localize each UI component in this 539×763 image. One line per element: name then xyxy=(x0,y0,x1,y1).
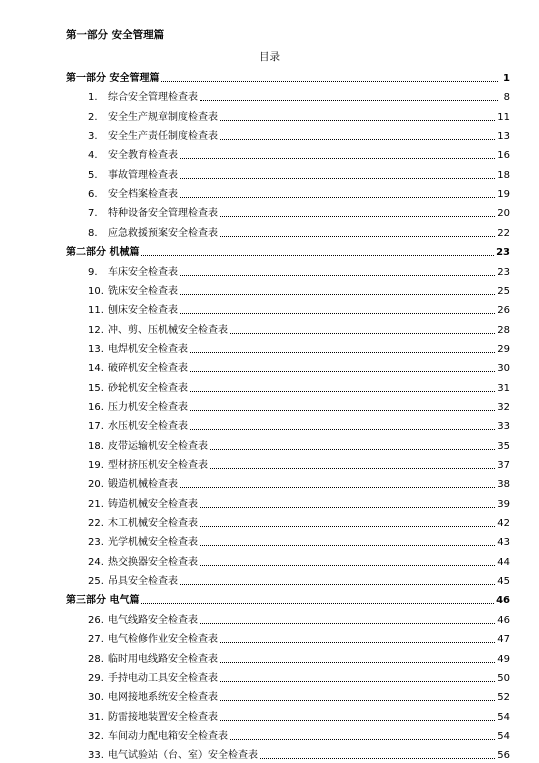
toc-entry-label: 吊具安全检查表 xyxy=(108,576,178,588)
toc-entry-number: 5. xyxy=(88,169,98,181)
toc-entry[interactable] xyxy=(88,201,510,220)
toc-entry-page-number: 49 xyxy=(497,653,510,665)
toc-entry-number: 27. xyxy=(88,634,104,646)
toc-entry-page-number: 56 xyxy=(497,750,510,762)
toc-entry-page-number: 33 xyxy=(497,421,510,433)
dot-leader xyxy=(190,352,495,353)
toc-entry-label: 安全生产责任制度检查表 xyxy=(108,131,218,143)
toc-entry[interactable] xyxy=(88,260,510,279)
toc-entry-number: 26. xyxy=(88,614,104,626)
dot-leader xyxy=(180,294,495,295)
toc-entry[interactable] xyxy=(88,530,510,549)
toc-entry-page-number: 52 xyxy=(497,692,510,704)
toc-entry-number: 31. xyxy=(88,711,104,723)
toc-entry-page-number: 50 xyxy=(497,672,510,684)
toc-entry[interactable] xyxy=(88,414,510,433)
toc-entry-label: 特种设备安全管理检查表 xyxy=(108,208,218,220)
toc-entry-number: 21. xyxy=(88,498,104,510)
toc-entry-page-number: 44 xyxy=(497,556,510,568)
toc-entry-page-number: 8 xyxy=(503,92,510,104)
toc-title: 目录 xyxy=(259,51,280,63)
dot-leader xyxy=(220,681,495,682)
toc-entry[interactable] xyxy=(88,705,510,724)
dot-leader xyxy=(260,758,495,759)
toc-entry-number: 25. xyxy=(88,576,104,588)
toc-entry-label: 热交换器安全检查表 xyxy=(108,556,198,568)
page-header: 第一部分 安全管理篇 xyxy=(66,29,165,41)
dot-leader xyxy=(220,662,495,663)
toc-entry-page-number: 16 xyxy=(497,150,510,162)
dot-leader xyxy=(180,487,495,488)
dot-leader xyxy=(220,700,495,701)
dot-leader xyxy=(180,178,495,179)
toc-entry-label: 第一部分 安全管理篇 xyxy=(66,73,160,84)
toc-entry-page-number: 42 xyxy=(497,518,510,530)
toc-entry-label: 电气检修作业安全检查表 xyxy=(108,634,218,646)
toc-part-heading[interactable] xyxy=(66,66,510,85)
toc-entry-number: 11. xyxy=(88,305,104,317)
toc-entry-label: 铣床安全检查表 xyxy=(108,285,178,297)
toc-entry-page-number: 13 xyxy=(497,131,510,143)
toc-entry[interactable] xyxy=(88,395,510,414)
toc-entry[interactable] xyxy=(88,550,510,569)
toc-entry-page-number: 19 xyxy=(497,189,510,201)
toc-entry-label: 临时用电线路安全检查表 xyxy=(108,653,218,665)
dot-leader xyxy=(220,642,495,643)
toc-entry[interactable] xyxy=(88,376,510,395)
toc-entry-page-number: 11 xyxy=(497,111,510,123)
toc-entry-page-number: 23 xyxy=(496,247,510,259)
toc-entry[interactable] xyxy=(88,472,510,491)
toc-entry-page-number: 38 xyxy=(497,479,510,491)
dot-leader xyxy=(141,603,494,604)
toc-entry-page-number: 39 xyxy=(497,498,510,510)
toc-entry-number: 30. xyxy=(88,692,104,704)
toc-entry[interactable] xyxy=(88,105,510,124)
toc-entry-label: 光学机械安全检查表 xyxy=(108,537,198,549)
toc-entry-page-number: 47 xyxy=(497,634,510,646)
dot-leader xyxy=(220,139,495,140)
toc-entry-page-number: 28 xyxy=(497,324,510,336)
toc-part-heading[interactable] xyxy=(66,588,510,607)
toc-entry-label: 电焊机安全检查表 xyxy=(108,343,188,355)
toc-entry-number: 10. xyxy=(88,285,104,297)
toc-entry-number: 3. xyxy=(88,131,98,143)
toc-entry-label: 事故管理检查表 xyxy=(108,169,178,181)
toc-entry[interactable] xyxy=(88,124,510,143)
toc-entry-page-number: 1 xyxy=(503,73,510,84)
toc-entry[interactable] xyxy=(88,511,510,530)
toc-entry-number: 6. xyxy=(88,189,98,201)
toc-entry-number: 22. xyxy=(88,518,104,530)
dot-leader xyxy=(190,371,495,372)
toc-entry-number: 4. xyxy=(88,150,98,162)
dot-leader xyxy=(220,120,495,121)
dot-leader xyxy=(200,565,495,566)
toc-entry[interactable] xyxy=(88,647,510,666)
toc-entry-label: 安全档案检查表 xyxy=(108,189,178,201)
dot-leader xyxy=(210,449,495,450)
toc-entry[interactable] xyxy=(88,298,510,317)
toc-entry[interactable] xyxy=(88,356,510,375)
toc-entry-label: 电气线路安全检查表 xyxy=(108,614,198,626)
toc-entry-label: 刨床安全检查表 xyxy=(108,305,178,317)
toc-entry-label: 水压机安全检查表 xyxy=(108,421,188,433)
dot-leader xyxy=(180,275,495,276)
toc-entry-page-number: 23 xyxy=(497,266,510,278)
toc-entry-number: 18. xyxy=(88,440,104,452)
toc-entry-number: 2. xyxy=(88,111,98,123)
toc-entry-label: 车床安全检查表 xyxy=(108,266,178,278)
toc-entry-number: 19. xyxy=(88,460,104,471)
toc-entry[interactable] xyxy=(88,221,510,240)
toc-entry-number: 24. xyxy=(88,556,104,568)
toc-entry-page-number: 32 xyxy=(497,401,510,413)
toc-entry-number: 8. xyxy=(88,227,98,239)
toc-entry-number: 32. xyxy=(88,730,104,742)
dot-leader xyxy=(180,158,495,159)
dot-leader xyxy=(141,255,494,256)
toc-entry-label: 防雷接地装置安全检查表 xyxy=(108,711,218,723)
dot-leader xyxy=(220,236,495,237)
toc-entry-number: 16. xyxy=(88,401,104,413)
toc-entry-label: 综合安全管理检查表 xyxy=(108,92,198,104)
toc-entry-label: 破碎机安全检查表 xyxy=(108,363,188,375)
dot-leader xyxy=(180,313,495,314)
toc-entry-page-number: 20 xyxy=(497,208,510,220)
dot-leader xyxy=(210,468,495,469)
toc-entry[interactable] xyxy=(88,743,510,762)
dot-leader xyxy=(220,216,495,217)
toc-entry-number: 7. xyxy=(88,208,98,220)
toc-entry[interactable] xyxy=(88,85,510,104)
toc-entry[interactable] xyxy=(88,434,510,453)
toc-entry-number: 12. xyxy=(88,324,104,336)
toc-entry-page-number: 26 xyxy=(497,305,510,317)
toc-entry-page-number: 43 xyxy=(497,537,510,549)
dot-leader xyxy=(230,739,495,740)
toc-entry-page-number: 30 xyxy=(497,363,510,375)
dot-leader xyxy=(220,720,495,721)
toc-entry-label: 冲、剪、压机械安全检查表 xyxy=(108,324,228,336)
toc-entry[interactable] xyxy=(88,724,510,743)
toc-entry-page-number: 35 xyxy=(497,440,510,452)
toc-entry-label: 铸造机械安全检查表 xyxy=(108,498,198,510)
toc-entry-page-number: 54 xyxy=(497,730,510,742)
toc-entry-label: 手持电动工具安全检查表 xyxy=(108,672,218,684)
toc-entry-label: 砂轮机安全检查表 xyxy=(108,382,188,394)
dot-leader xyxy=(161,81,498,82)
toc-entry-number: 33. xyxy=(88,750,104,762)
dot-leader xyxy=(180,584,495,585)
toc-entry[interactable] xyxy=(88,318,510,337)
toc-entry-number: 1. xyxy=(88,92,98,104)
toc-entry-page-number: 22 xyxy=(497,227,510,239)
dot-leader xyxy=(230,333,495,334)
toc-entry[interactable] xyxy=(88,143,510,162)
toc-entry-number: 14. xyxy=(88,363,104,375)
toc-entry-label: 车间动力配电箱安全检查表 xyxy=(108,730,228,742)
toc-entry[interactable] xyxy=(88,627,510,646)
toc-entry-label: 皮带运输机安全检查表 xyxy=(108,440,208,452)
toc-entry-label: 电网接地系统安全检查表 xyxy=(108,692,218,704)
toc-entry-page-number: 45 xyxy=(497,576,510,588)
toc-entry-page-number: 18 xyxy=(497,169,510,181)
toc-entry-label: 木工机械安全检查表 xyxy=(108,518,198,530)
toc-entry-label: 安全教育检查表 xyxy=(108,150,178,162)
toc-entry-page-number: 25 xyxy=(497,285,510,297)
toc-entry-label: 锻造机械检查表 xyxy=(108,479,178,491)
toc-entry-page-number: 31 xyxy=(497,382,510,394)
toc-entry-label: 型材挤压机安全检查表 xyxy=(108,460,208,471)
toc-entry-number: 9. xyxy=(88,266,98,278)
toc-entry-number: 20. xyxy=(88,479,104,491)
toc-entry-number: 29. xyxy=(88,672,104,684)
dot-leader xyxy=(190,391,495,392)
dot-leader xyxy=(190,410,495,411)
toc-entry[interactable] xyxy=(88,569,510,588)
toc-entry[interactable] xyxy=(88,182,510,201)
dot-leader xyxy=(200,100,498,101)
toc-entry-number: 28. xyxy=(88,653,104,665)
dot-leader xyxy=(200,623,495,624)
toc-entry[interactable] xyxy=(88,279,510,298)
dot-leader xyxy=(190,429,495,430)
toc-entry-number: 23. xyxy=(88,537,104,549)
dot-leader xyxy=(200,526,495,527)
toc-entry-label: 第三部分 电气篇 xyxy=(66,595,140,607)
toc-entry-label: 第二部分 机械篇 xyxy=(66,247,140,259)
toc-entry[interactable] xyxy=(88,453,510,472)
toc-entry-page-number: 46 xyxy=(497,614,510,626)
dot-leader xyxy=(200,545,495,546)
toc-entry[interactable] xyxy=(88,685,510,704)
toc-entry-label: 安全生产规章制度检查表 xyxy=(108,111,218,123)
toc-entry-number: 15. xyxy=(88,382,104,394)
toc-entry-label: 应急救援预案安全检查表 xyxy=(108,227,218,239)
toc-entry[interactable] xyxy=(88,608,510,627)
toc-entry-page-number: 37 xyxy=(497,460,510,471)
dot-leader xyxy=(180,197,495,198)
dot-leader xyxy=(200,507,495,508)
toc-part-heading[interactable] xyxy=(66,240,510,259)
toc-entry[interactable] xyxy=(88,163,510,182)
toc-entry[interactable] xyxy=(88,666,510,685)
toc-entry[interactable] xyxy=(88,337,510,356)
toc-entry-number: 13. xyxy=(88,343,104,355)
toc-entry-number: 17. xyxy=(88,421,104,433)
toc-entry-label: 压力机安全检查表 xyxy=(108,401,188,413)
toc-entry-page-number: 29 xyxy=(497,343,510,355)
toc-entry-page-number: 46 xyxy=(496,595,510,607)
toc-entry-page-number: 54 xyxy=(497,711,510,723)
toc-entry[interactable] xyxy=(88,492,510,511)
toc-entry-label: 电气试验站（台、室）安全检查表 xyxy=(108,750,258,762)
